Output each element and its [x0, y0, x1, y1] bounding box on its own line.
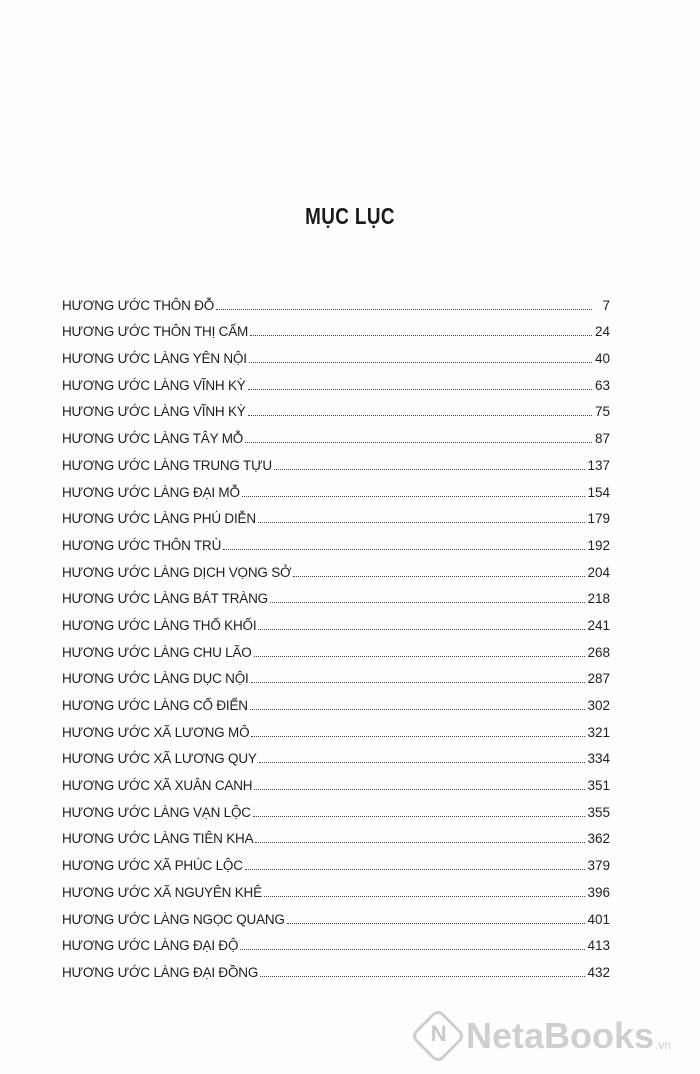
- toc-entry-page: 87: [594, 431, 610, 447]
- toc-entry-page: 432: [587, 964, 610, 980]
- toc-entry-title: HƯƠNG ƯỚC XÃ LƯƠNG QUY: [62, 751, 257, 767]
- toc-entry: [62, 900, 610, 927]
- toc-entry-page: 204: [587, 564, 610, 580]
- toc-entry-title: HƯƠNG ƯỚC LÀNG TÂY MỖ: [62, 431, 244, 447]
- toc-entry-title: HƯƠNG ƯỚC THÔN ĐỖ: [62, 297, 215, 313]
- toc-entry: [62, 820, 610, 847]
- toc-entry-title: HƯƠNG ƯỚC LÀNG NGỌC QUANG: [62, 911, 285, 927]
- dot-leader: [245, 442, 592, 443]
- toc-entry: [62, 660, 610, 687]
- toc-entry: [62, 580, 610, 607]
- toc-entry: [62, 713, 610, 740]
- toc-entry: [62, 419, 610, 446]
- dot-leader: [249, 362, 592, 363]
- dot-leader: [251, 736, 585, 737]
- dot-leader: [250, 335, 592, 336]
- toc-entry-page: 154: [587, 484, 610, 500]
- toc-entry-page: 179: [587, 511, 610, 527]
- toc-entry: [62, 633, 610, 660]
- toc-entry: [62, 953, 610, 980]
- toc-entry: [62, 553, 610, 580]
- dot-leader: [264, 896, 586, 897]
- page-title: MỤC LỤC: [305, 203, 395, 229]
- dot-leader: [254, 789, 585, 790]
- toc-entry-page: 401: [587, 911, 610, 927]
- toc-entry: [62, 606, 610, 633]
- dot-leader: [258, 629, 585, 630]
- dot-leader: [248, 415, 592, 416]
- toc-entry-page: 268: [587, 644, 610, 660]
- dot-leader: [254, 656, 586, 657]
- toc-entry-page: 351: [587, 778, 610, 794]
- toc-entry-page: 334: [587, 751, 610, 767]
- toc-entry-title: HƯƠNG ƯỚC LÀNG CHU LÃO: [62, 644, 252, 660]
- toc-entry-page: 40: [594, 351, 610, 367]
- dot-leader: [251, 682, 586, 683]
- toc-entry-title: HƯƠNG ƯỚC LÀNG PHÚ DIỄN: [62, 511, 256, 527]
- toc-entry-page: 192: [587, 537, 610, 553]
- toc-entry-page: 24: [594, 324, 610, 340]
- toc-entry-title: HƯƠNG ƯỚC LÀNG ĐẠI ĐỘ: [62, 938, 239, 954]
- dot-leader: [274, 469, 586, 470]
- toc-entry-title: HƯƠNG ƯỚC XÃ XUÂN CANH: [62, 778, 253, 794]
- watermark-text: NetaBooks: [466, 1015, 655, 1056]
- dot-leader: [245, 869, 586, 870]
- toc-entry-page: 7: [602, 297, 610, 313]
- toc-entry-title: HƯƠNG ƯỚC LÀNG TIÊN KHA: [62, 831, 254, 847]
- dot-leader: [287, 923, 586, 924]
- dot-leader: [242, 496, 586, 497]
- toc-entry-title: HƯƠNG ƯỚC LÀNG ĐẠI MỖ: [62, 484, 240, 500]
- watermark-suffix: .vn: [655, 1038, 672, 1052]
- toc-entry: [62, 873, 610, 900]
- toc-entry: [62, 366, 610, 393]
- toc-entry-page: 321: [587, 724, 610, 740]
- dot-leader: [293, 576, 585, 577]
- toc-entry: [62, 393, 610, 420]
- toc-entry-page: 379: [587, 858, 610, 874]
- dot-leader: [253, 816, 586, 817]
- toc-entry: [62, 793, 610, 820]
- toc-entry-page: 362: [587, 831, 610, 847]
- toc-entry-title: HƯƠNG ƯỚC LÀNG VẠN LỘC: [62, 804, 251, 820]
- dot-leader: [260, 976, 585, 977]
- toc-entry-title: HƯƠNG ƯỚC THÔN TRÙ: [62, 537, 222, 553]
- toc-entry-title: HƯƠNG ƯỚC LÀNG YÊN NỘI: [62, 351, 247, 367]
- dot-leader: [255, 842, 585, 843]
- toc-entry-page: 75: [594, 404, 610, 420]
- toc-entry: [62, 526, 610, 553]
- toc-entry-page: 396: [587, 884, 610, 900]
- toc-entry-title: HƯƠNG ƯỚC LÀNG CỔ ĐIỂN: [62, 698, 248, 713]
- toc-entry: [62, 927, 610, 954]
- dot-leader: [223, 549, 585, 550]
- toc-entry-page: 287: [587, 671, 610, 687]
- toc-entry-title: HƯƠNG ƯỚC LÀNG ĐẠI ĐỒNG: [62, 964, 259, 980]
- toc-entry-page: 137: [587, 457, 610, 473]
- toc-entry-page: 355: [587, 804, 610, 820]
- toc-entry: [62, 313, 610, 340]
- toc-entry: [62, 740, 610, 767]
- toc-entry: [62, 500, 610, 527]
- dot-leader: [259, 762, 586, 763]
- toc-entry-title: HƯƠNG ƯỚC LÀNG BÁT TRÀNG: [62, 591, 268, 607]
- toc-entry: [62, 446, 610, 473]
- dot-leader: [250, 709, 586, 710]
- toc-entry-page: 218: [587, 591, 610, 607]
- toc-entry-page: 63: [594, 377, 610, 393]
- toc-entry-title: HƯƠNG ƯỚC LÀNG TRUNG TỰU: [62, 457, 272, 473]
- toc-entry-title: HƯƠNG ƯỚC THÔN THỊ CẤM: [62, 324, 249, 340]
- toc-entry-title: HƯƠNG ƯỚC LÀNG DỤC NỘI: [62, 671, 249, 687]
- toc-entry: [62, 286, 610, 313]
- table-of-contents: [62, 286, 610, 980]
- watermark: [418, 1012, 671, 1060]
- toc-entry-title: HƯƠNG ƯỚC LÀNG VĨNH KỲ: [62, 404, 246, 420]
- toc-entry: [62, 766, 610, 793]
- toc-entry-page: 302: [587, 698, 610, 713]
- dot-leader: [248, 389, 592, 390]
- toc-entry-title: HƯƠNG ƯỚC XÃ LƯƠNG MÔ: [62, 724, 250, 740]
- toc-entry: [62, 339, 610, 366]
- toc-entry-title: HƯƠNG ƯỚC XÃ NGUYÊN KHÊ: [62, 884, 262, 900]
- toc-entry-title: HƯƠNG ƯỚC LÀNG THỔ KHỐI: [62, 617, 257, 633]
- toc-entry-title: HƯƠNG ƯỚC LÀNG DỊCH VỌNG SỞ: [62, 564, 292, 580]
- netabooks-logo-icon: N: [410, 1008, 467, 1065]
- toc-entry: [62, 686, 610, 713]
- toc-entry-page: 413: [587, 938, 610, 954]
- dot-leader: [270, 602, 586, 603]
- toc-entry: [62, 846, 610, 873]
- toc-entry-title: HƯƠNG ƯỚC LÀNG VĨNH KỲ: [62, 377, 246, 393]
- dot-leader: [258, 522, 586, 523]
- toc-entry-page: 241: [587, 617, 610, 633]
- dot-leader: [216, 309, 592, 310]
- toc-entry-title: HƯƠNG ƯỚC XÃ PHÚC LỘC: [62, 858, 243, 874]
- dot-leader: [240, 949, 585, 950]
- toc-entry: [62, 473, 610, 500]
